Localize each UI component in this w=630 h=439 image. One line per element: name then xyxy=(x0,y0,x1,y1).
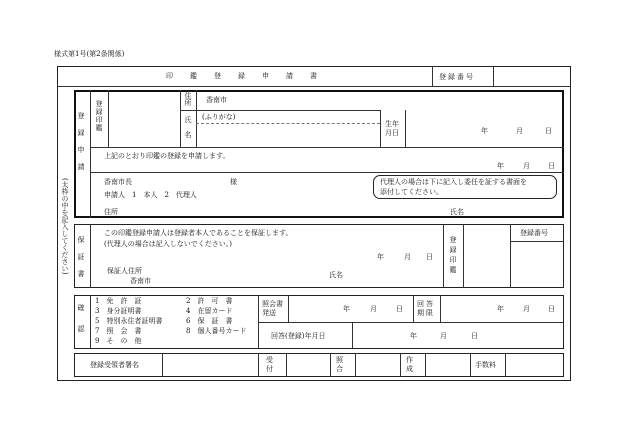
registration-number-label: 登録番号 xyxy=(439,73,475,81)
guarantor-reg-no-label: 登録番号 xyxy=(520,229,548,237)
reply-date-label: 回答(登録)年月日 xyxy=(271,332,326,340)
confirm-section-label: 確認 xyxy=(77,304,85,346)
side-note: (太枠の中を記入してください) xyxy=(61,178,69,275)
collation-label: 照合 xyxy=(336,356,343,374)
guarantor-name-label: 氏名 xyxy=(329,271,343,279)
receiver-sign-label: 登録受領者署名 xyxy=(90,361,139,369)
guarantor-address-label: 保証人住所 xyxy=(107,267,142,275)
receipt-label: 受付 xyxy=(266,356,273,374)
address-value[interactable]: 香南市 xyxy=(206,96,227,104)
furigana-field[interactable]: (ふりがな) xyxy=(202,113,236,121)
address-label: 住所 xyxy=(184,92,192,106)
applicant-choice[interactable]: 申請人 1 本人 2 代理人 xyxy=(104,191,197,199)
guarantor-section-label: 保証書 xyxy=(77,236,85,287)
creation-label: 作成 xyxy=(406,356,413,374)
guarantor-seal-label: 登録印鑑 xyxy=(449,236,457,276)
reply-deadline-label: 回答期限 xyxy=(417,300,435,318)
application-statement: 上記のとおり印鑑の登録を申請します。 xyxy=(104,152,230,160)
seal-label: 登録印鑑 xyxy=(95,100,103,132)
guarantor-address-value[interactable]: 香南市 xyxy=(130,277,151,285)
applicant-section-label: 登録申請 xyxy=(77,112,85,180)
birthdate-label: 生年月日 xyxy=(385,120,399,138)
name2-label: 氏名 xyxy=(450,208,464,216)
guarantee-text: この印鑑登録申請人は登録者本人であることを保証します。 xyxy=(104,229,293,237)
fee-label: 手数料 xyxy=(475,361,496,369)
name-label: 氏名 xyxy=(184,116,192,146)
inquiry-sent-label: 照会書発送 xyxy=(262,300,283,318)
mayor-label: 香南市長 xyxy=(104,178,132,186)
form-title: 印 鑑 登 録 申 請 書 xyxy=(166,72,322,80)
residence-label: 住所 xyxy=(104,208,118,216)
guarantee-note: (代理人の場合は記入しないでください。) xyxy=(104,240,232,248)
form-id: 様式第1号(第2条関係) xyxy=(54,50,125,58)
